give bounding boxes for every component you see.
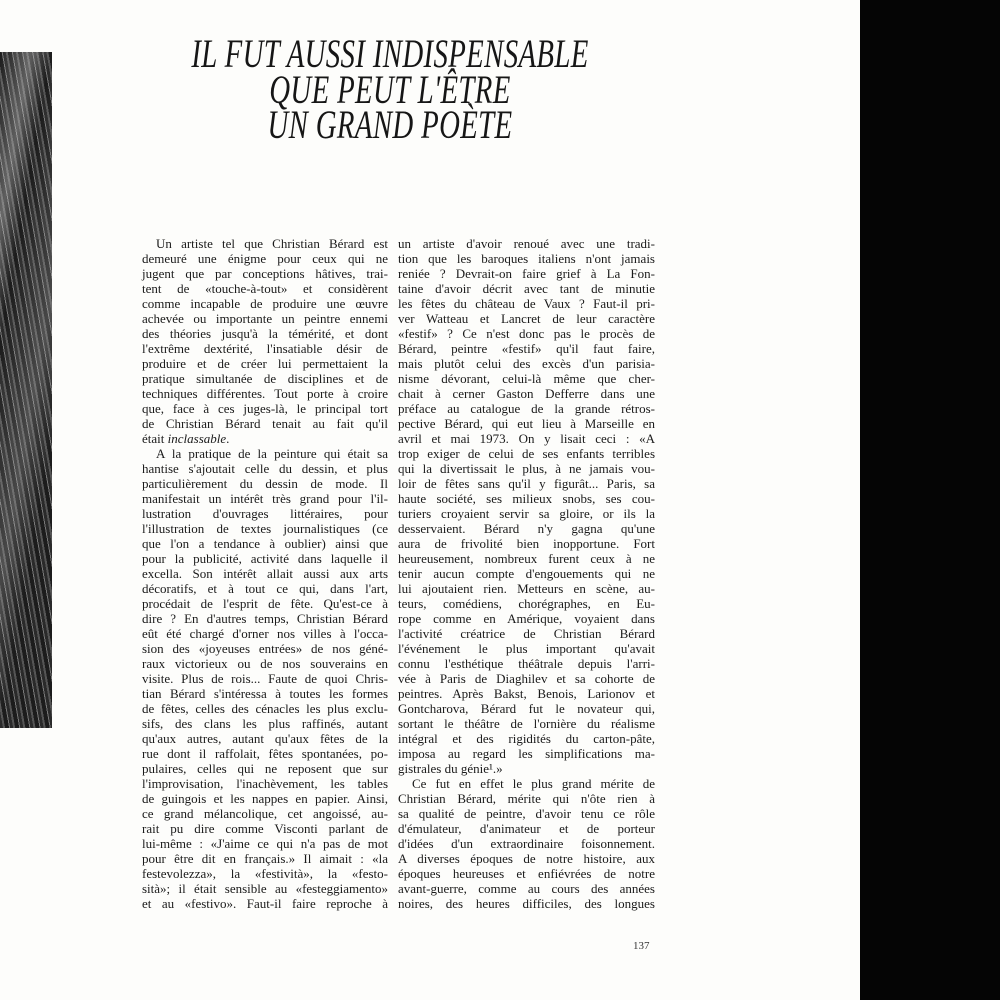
text-line: de Christian Bérard tenait au fait qu'il — [142, 416, 388, 431]
text-line: tenir aucun compte d'engouements qui ne — [398, 566, 655, 581]
text-line: d'idées d'un extraordinaire foisonnement. — [398, 836, 655, 851]
text-line: peintres. Après Bakst, Benois, Larionov et — [398, 686, 655, 701]
text-line: d'émulateur, d'animateur et de porteur — [398, 821, 655, 836]
text-line: rait pu dire comme Visconti parlant de — [142, 821, 388, 836]
text-line: sion des «joyeuses entrées» de nos géné- — [142, 641, 388, 656]
text-line: tent de «touche-à-tout» et considèrent — [142, 281, 388, 296]
text-line: manifestait un intérêt très grand pour l'il- — [142, 491, 388, 506]
text-line: lui-même : «J'aime ce qui n'a pas de mot — [142, 836, 388, 851]
text-segment: . — [226, 431, 230, 446]
text-line: rue dont il raffolait, fêtes spontanées, po- — [142, 746, 388, 761]
text-line: rope comme en Amérique, voyaient dans — [398, 611, 655, 626]
text-line: l'extrême dextérité, l'insatiable désir de — [142, 341, 388, 356]
title-line: IL FUT AUSSI INDISPENSABLE — [191, 31, 589, 76]
text-line: teurs, comédiens, chorégraphes, en Eu- — [398, 596, 655, 611]
text-line: pective Bérard, qui eut lieu à Marseille en — [398, 416, 655, 431]
text-line: achevée ou importante un peintre ennemi — [142, 311, 388, 326]
text-line: que, face à ces juges-là, le principal tort — [142, 401, 388, 416]
text-line: pour être dit en français.» Il aimait : «la — [142, 851, 388, 866]
text-line: ce grand mélancolique, cet angoissé, au- — [142, 806, 388, 821]
text-line: pulaires, celles qui ne reposent que sur — [142, 761, 388, 776]
text-line: que l'on a tendance à oublier) ainsi que — [142, 536, 388, 551]
text-line: noires, des heures difficiles, des longues — [398, 896, 655, 911]
article-title — [90, 31, 690, 147]
scan-border — [860, 0, 1000, 1000]
text-line: reniée ? Devrait-on faire grief à La Fon- — [398, 266, 655, 281]
title-line: QUE PEUT L'ÊTRE — [269, 66, 511, 112]
text-line: heureusement, nombreux furent ceux à ne — [398, 551, 655, 566]
text-line: tion que les baroques italiens n'ont jamais — [398, 251, 655, 266]
page-number: 137 — [633, 940, 650, 952]
text-line: «festif» ? Ce n'est donc pas le procès de — [398, 326, 655, 341]
text-line: ver Watteau et Lancret de leur caractère — [398, 311, 655, 326]
text-line: haute société, ses milieux snobs, ses cou- — [398, 491, 655, 506]
text-line: eût été chargé d'orner nos villes à l'occa- — [142, 626, 388, 641]
text-line: de fêtes, celles des cénacles les plus exclu- — [142, 701, 388, 716]
text-line: intégral et des rigidités du carton-pâte, — [398, 731, 655, 746]
text-segment: était — [142, 431, 168, 446]
text-line: de guingois et les nappes en papier. Ainsi, — [142, 791, 388, 806]
text-line: sortant le théâtre de l'ornière du réalisme — [398, 716, 655, 731]
text-line: nisme dévorant, celui-là même que cher- — [398, 371, 655, 386]
text-line: pour la publicité, activité dans laquelle il — [142, 551, 388, 566]
title-line: UN GRAND POÈTE — [267, 102, 513, 147]
text-line: turiers croyaient servir sa gloire, or ils la — [398, 506, 655, 521]
text-line: taine d'avoir décrit avec tant de minutie — [398, 281, 655, 296]
text-line: dire ? En d'autres temps, Christian Bérard — [142, 611, 388, 626]
text-line: Un artiste tel que Christian Bérard est — [156, 236, 388, 251]
text-column-right — [398, 236, 655, 911]
text-line: décoratifs, et à tout ce qui, dans l'art, — [142, 581, 388, 596]
text-line: aura de frivolité bien inopportune. Fort — [398, 536, 655, 551]
text-line: l'illustration de textes journalistiques (ce — [142, 521, 388, 536]
text-line: l'improvisation, l'inachèvement, les tables — [142, 776, 388, 791]
text-line: Gontcharova, Bérard fut le novateur qui, — [398, 701, 655, 716]
text-line: imposa au regard les simplifications ma- — [398, 746, 655, 761]
text-line: chait à cerner Gaston Defferre dans une — [398, 386, 655, 401]
text-line: Bérard, peintre «festif» qu'il faut faire, — [398, 341, 655, 356]
text-line: sa qualité de peintre, d'avoir tenu ce rôle — [398, 806, 655, 821]
text-line: desservaient. Bérard n'y gagna qu'une — [398, 521, 655, 536]
text-line — [142, 431, 388, 446]
text-line: jugent que par conceptions hâtives, trai- — [142, 266, 388, 281]
text-line: Ce fut en effet le plus grand mérite de — [412, 776, 655, 791]
text-line: l'activité créatrice de Christian Bérard — [398, 626, 655, 641]
text-line: excella. Son intérêt allait aussi aux arts — [142, 566, 388, 581]
text-line: qu'aux autres, autant qu'aux fêtes de la — [142, 731, 388, 746]
text-line: connu l'esthétique théâtrale depuis l'arri- — [398, 656, 655, 671]
text-line: époques heureuses et enfiévrées de notre — [398, 866, 655, 881]
text-line: raux victorieux ou de nos souverains en — [142, 656, 388, 671]
text-line: et au «festivo». Faut-il faire reproche à — [142, 896, 388, 911]
text-line: un artiste d'avoir renoué avec une tradi- — [398, 236, 655, 251]
text-line: l'événement le plus important qu'avait — [398, 641, 655, 656]
text-line: loir de fêtes sans qu'il y figurât... Paris, sa — [398, 476, 655, 491]
text-line: des théories jusqu'à la témérité, et dont — [142, 326, 388, 341]
text-line: avant-guerre, comme au cours des années — [398, 881, 655, 896]
text-line: demeuré une énigme pour ceux qui ne — [142, 251, 388, 266]
text-line: sità»; il était sensible au «festeggiamento» — [142, 881, 388, 896]
text-line: trop exiger de celui de ses enfants terribles — [398, 446, 655, 461]
text-line: A diverses époques de notre histoire, aux — [398, 851, 655, 866]
text-line: qui la divertissait le plus, à ne jamais vou- — [398, 461, 655, 476]
text-line: lui ajoutaient rien. Metteurs en scène, au- — [398, 581, 655, 596]
text-line: festevolezza», la «festività», la «festo- — [142, 866, 388, 881]
text-line: pratique simultanée de disciplines et de — [142, 371, 388, 386]
text-line: vée à Paris de Diaghilev et sa cohorte de — [398, 671, 655, 686]
text-line: préface au catalogue de la grande rétros- — [398, 401, 655, 416]
text-line: mais plutôt celui des excès d'un parisia- — [398, 356, 655, 371]
text-line: hantise s'ajoutait celle du dessin, et plus — [142, 461, 388, 476]
text-line: Christian Bérard, mérite qui n'ôte rien à — [398, 791, 655, 806]
text-line: gistrales du génie¹.» — [398, 761, 503, 776]
text-line: visite. Plus de rois... Faute de quoi Chris- — [142, 671, 388, 686]
text-line: lustration d'ouvrages littéraires, pour — [142, 506, 388, 521]
text-line: avril et mai 1973. On y lisait ceci : «A — [398, 431, 655, 446]
text-column-left — [142, 236, 388, 911]
text-line: techniques différentes. Tout porte à croire — [142, 386, 388, 401]
text-line: procédait de l'esprit de fête. Qu'est-ce à — [142, 596, 388, 611]
text-line: produire et de créer lui permettaient la — [142, 356, 388, 371]
text-line: comme incapable de produire une œuvre — [142, 296, 388, 311]
text-line: les fêtes du château de Vaux ? Faut-il pri- — [398, 296, 655, 311]
text-line: A la pratique de la peinture qui était sa — [156, 446, 388, 461]
text-line: particulièrement du dessin de mode. Il — [142, 476, 388, 491]
italic-text: inclassable — [167, 431, 227, 446]
text-line: sifs, des clans les plus raffinés, autant — [142, 716, 388, 731]
text-line: tian Bérard s'intéressa à toutes les formes — [142, 686, 388, 701]
photograph-edge — [0, 52, 52, 728]
